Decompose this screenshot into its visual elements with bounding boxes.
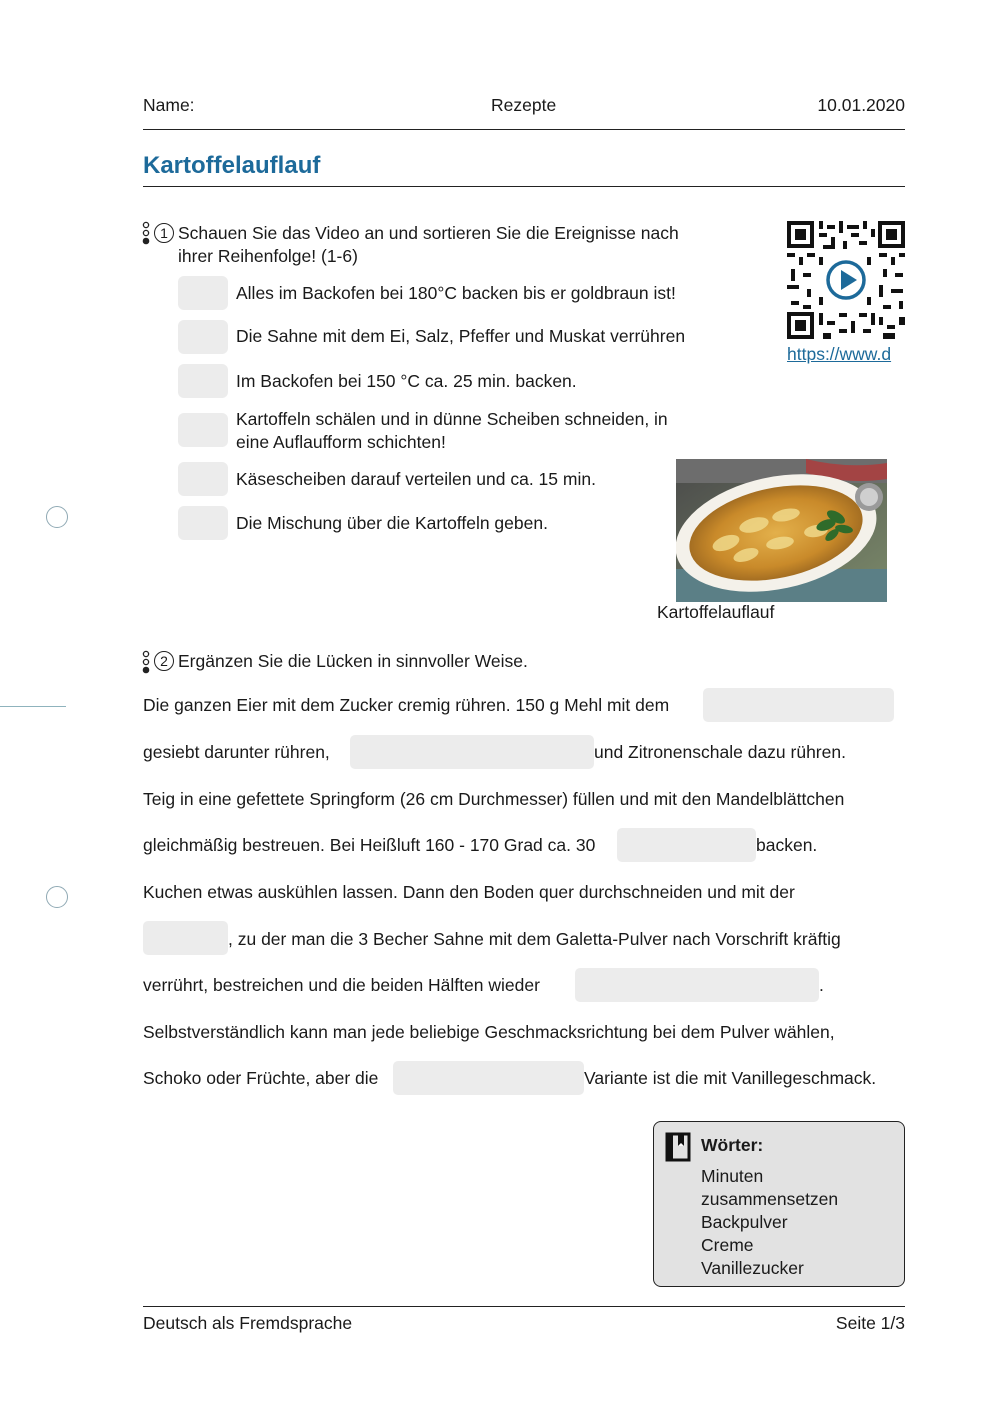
event-text-5: Käsescheiben darauf verteilen und ca. 15 min. xyxy=(236,469,596,489)
word-bank-list xyxy=(701,1165,838,1280)
header-rule xyxy=(143,129,905,130)
text-line-7a: verrührt, bestreichen und die beiden Hälften wieder xyxy=(143,975,540,995)
date-label: 10.01.2020 xyxy=(817,95,905,115)
title-rule xyxy=(143,186,905,187)
word-item: zusammensetzen xyxy=(701,1189,839,1209)
fold-mark xyxy=(0,706,66,707)
task-1-number: 1 xyxy=(154,223,174,243)
text-line-2b: und Zitronenschale dazu rühren. xyxy=(594,742,846,762)
word-bank-title: Wörter: xyxy=(701,1135,764,1155)
subject-label: Rezepte xyxy=(491,95,557,115)
gap-input-4[interactable] xyxy=(143,921,228,955)
punch-hole-bottom xyxy=(46,886,68,908)
text-line-2a: gesiebt darunter rühren, xyxy=(143,742,330,762)
event-text-2: Die Sahne mit dem Ei, Salz, Pfeffer und Muskat verrühren xyxy=(236,326,686,346)
footer-rule xyxy=(143,1306,905,1307)
order-input-2[interactable] xyxy=(178,320,228,354)
video-qr-code[interactable] xyxy=(787,221,905,339)
task-1-instruction-line-1: Schauen Sie das Video an und sortieren Sie die Ereignisse nach xyxy=(178,223,679,243)
page-title: Kartoffelauflauf xyxy=(143,152,321,179)
gap-input-3[interactable] xyxy=(617,828,756,862)
text-line-8: Selbstverständlich kann man jede beliebige Geschmacksrichtung bei dem Pulver wählen, xyxy=(143,1022,835,1042)
order-input-3[interactable] xyxy=(178,364,228,398)
task-1-instruction xyxy=(178,222,679,268)
text-line-7b: . xyxy=(819,975,824,995)
text-line-9b: Variante ist die mit Vanillegeschmack. xyxy=(584,1068,877,1088)
footer-page-number: Seite 1/3 xyxy=(835,1313,905,1333)
order-input-1[interactable] xyxy=(178,276,228,310)
word-item: Minuten xyxy=(701,1166,764,1186)
event-text-1: Alles im Backofen bei 180°C backen bis er goldbraun ist! xyxy=(236,283,676,303)
order-input-5[interactable] xyxy=(178,462,228,496)
word-bank xyxy=(653,1121,905,1287)
partner-work-icon-2 xyxy=(141,650,155,676)
task-2-instruction: Ergänzen Sie die Lücken in sinnvoller Weise. xyxy=(178,651,528,671)
order-input-6[interactable] xyxy=(178,506,228,540)
gap-input-1[interactable] xyxy=(703,688,894,722)
word-item: Creme xyxy=(701,1235,754,1255)
event-text-4-line-1: Kartoffeln schälen und in dünne Scheiben schneiden, in xyxy=(236,409,668,429)
punch-hole-top xyxy=(46,506,68,528)
footer-course: Deutsch als Fremdsprache xyxy=(143,1313,353,1333)
event-text-6: Die Mischung über die Kartoffeln geben. xyxy=(236,513,548,533)
event-text-3: Im Backofen bei 150 °C ca. 25 min. backen. xyxy=(236,371,577,391)
name-label: Name: xyxy=(143,95,195,115)
text-line-3: Teig in eine gefettete Springform (26 cm Durchmesser) füllen und mit den Mandelblättchen xyxy=(143,789,845,809)
text-line-5: Kuchen etwas auskühlen lassen. Dann den Boden quer durchschneiden und mit der xyxy=(143,882,795,902)
word-item: Vanillezucker xyxy=(701,1258,804,1278)
text-line-9a: Schoko oder Früchte, aber die xyxy=(143,1068,379,1088)
image-caption: Kartoffelauflauf xyxy=(657,602,775,622)
task-2-number: 2 xyxy=(154,651,174,671)
task-1-instruction-line-2: ihrer Reihenfolge! (1-6) xyxy=(178,246,358,266)
book-icon xyxy=(665,1132,693,1162)
text-line-4a: gleichmäßig bestreuen. Bei Heißluft 160 - 170 Grad ca. 30 xyxy=(143,835,596,855)
gratin-photo xyxy=(676,459,887,602)
event-text-4-line-2: eine Auflaufform schichten! xyxy=(236,432,446,452)
gap-input-2[interactable] xyxy=(350,735,594,769)
gap-input-5[interactable] xyxy=(575,968,819,1002)
gap-input-6[interactable] xyxy=(393,1061,584,1095)
text-line-4b: backen. xyxy=(756,835,818,855)
event-text-4 xyxy=(236,408,716,454)
text-line-1: Die ganzen Eier mit dem Zucker cremig rühren. 150 g Mehl mit dem xyxy=(143,695,670,715)
order-input-4[interactable] xyxy=(178,413,228,447)
text-line-6: , zu der man die 3 Becher Sahne mit dem Galetta-Pulver nach Vorschrift kräftig xyxy=(228,929,841,949)
video-link[interactable]: https://www.d xyxy=(787,344,892,364)
word-item: Backpulver xyxy=(701,1212,788,1232)
partner-work-icon xyxy=(141,221,155,247)
